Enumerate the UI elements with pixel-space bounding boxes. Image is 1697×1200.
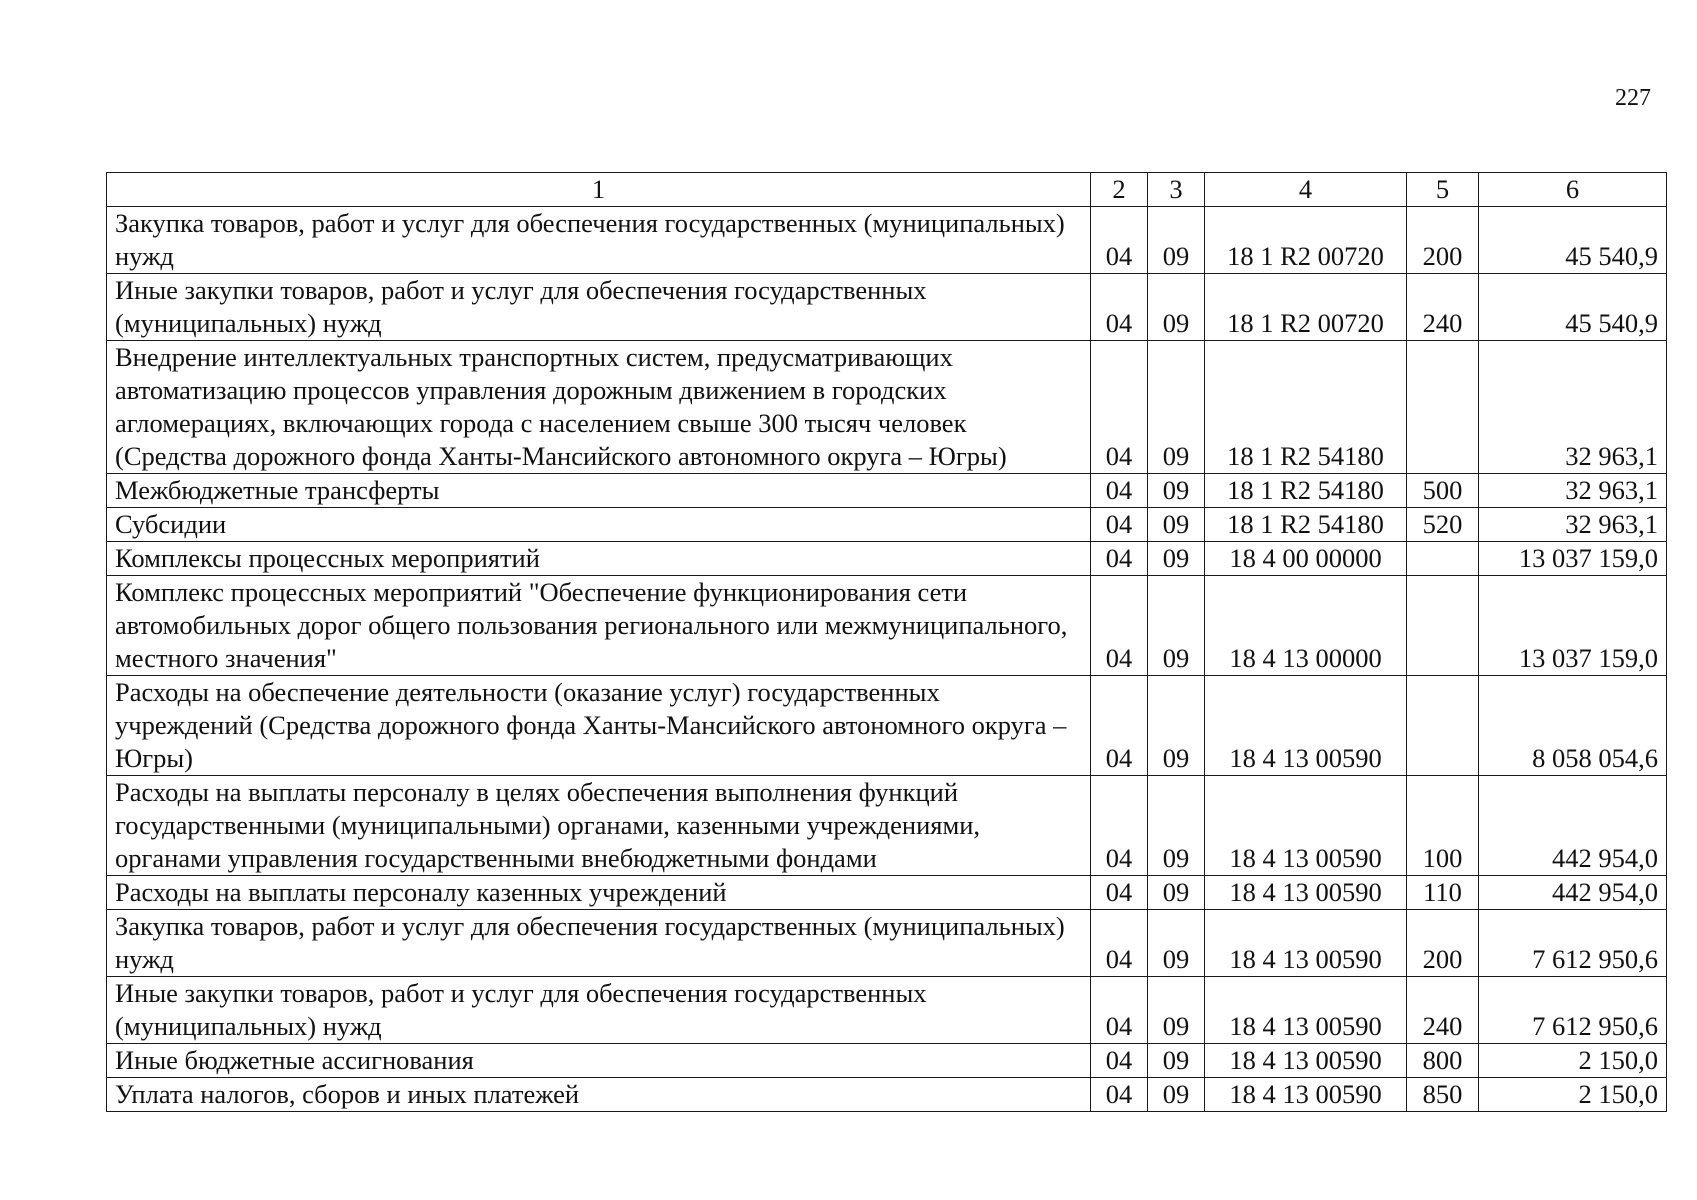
row-expense-type: 520 bbox=[1407, 508, 1479, 542]
table-row bbox=[107, 977, 1667, 1044]
row-description: Иные закупки товаров, работ и услуг для обеспечения государственных (муниципальных) нужд bbox=[107, 977, 1091, 1044]
row-subsection: 09 bbox=[1148, 207, 1205, 274]
row-target-article: 18 1 R2 54180 bbox=[1205, 508, 1407, 542]
row-expense-type bbox=[1407, 341, 1479, 474]
table-row bbox=[107, 542, 1667, 576]
table-row bbox=[107, 1078, 1667, 1112]
row-target-article: 18 1 R2 00720 bbox=[1205, 274, 1407, 341]
row-expense-type: 200 bbox=[1407, 207, 1479, 274]
table-row bbox=[107, 876, 1667, 910]
row-section: 04 bbox=[1091, 910, 1148, 977]
row-subsection: 09 bbox=[1148, 977, 1205, 1044]
row-subsection: 09 bbox=[1148, 876, 1205, 910]
row-amount: 2 150,0 bbox=[1479, 1078, 1667, 1112]
column-header-target-article: 4 bbox=[1205, 173, 1407, 207]
row-target-article: 18 4 00 00000 bbox=[1205, 542, 1407, 576]
row-amount: 45 540,9 bbox=[1479, 207, 1667, 274]
row-section: 04 bbox=[1091, 1078, 1148, 1112]
row-amount: 32 963,1 bbox=[1479, 508, 1667, 542]
table-row bbox=[107, 274, 1667, 341]
table-row bbox=[107, 207, 1667, 274]
row-expense-type bbox=[1407, 676, 1479, 776]
row-target-article: 18 4 13 00590 bbox=[1205, 1044, 1407, 1078]
table-body bbox=[107, 207, 1667, 1112]
row-section: 04 bbox=[1091, 576, 1148, 676]
row-target-article: 18 4 13 00590 bbox=[1205, 1078, 1407, 1112]
row-target-article: 18 4 13 00590 bbox=[1205, 977, 1407, 1044]
column-header-section: 2 bbox=[1091, 173, 1148, 207]
row-description: Расходы на выплаты персоналу казенных учреждений bbox=[107, 876, 1091, 910]
row-description: Комплексы процессных мероприятий bbox=[107, 542, 1091, 576]
row-amount: 13 037 159,0 bbox=[1479, 542, 1667, 576]
row-target-article: 18 4 13 00590 bbox=[1205, 876, 1407, 910]
row-expense-type: 100 bbox=[1407, 776, 1479, 876]
row-target-article: 18 4 13 00000 bbox=[1205, 576, 1407, 676]
column-header-amount: 6 bbox=[1479, 173, 1667, 207]
row-target-article: 18 4 13 00590 bbox=[1205, 676, 1407, 776]
table-row bbox=[107, 576, 1667, 676]
row-amount: 32 963,1 bbox=[1479, 474, 1667, 508]
table-row bbox=[107, 776, 1667, 876]
row-description: Уплата налогов, сборов и иных платежей bbox=[107, 1078, 1091, 1112]
row-section: 04 bbox=[1091, 508, 1148, 542]
row-section: 04 bbox=[1091, 341, 1148, 474]
row-subsection: 09 bbox=[1148, 542, 1205, 576]
row-subsection: 09 bbox=[1148, 508, 1205, 542]
row-subsection: 09 bbox=[1148, 1078, 1205, 1112]
table-row bbox=[107, 1044, 1667, 1078]
row-section: 04 bbox=[1091, 207, 1148, 274]
row-expense-type: 240 bbox=[1407, 274, 1479, 341]
page-number: 227 bbox=[1615, 85, 1651, 111]
row-subsection: 09 bbox=[1148, 676, 1205, 776]
row-amount: 442 954,0 bbox=[1479, 776, 1667, 876]
row-expense-type: 240 bbox=[1407, 977, 1479, 1044]
row-target-article: 18 4 13 00590 bbox=[1205, 776, 1407, 876]
row-subsection: 09 bbox=[1148, 274, 1205, 341]
row-amount: 2 150,0 bbox=[1479, 1044, 1667, 1078]
row-target-article: 18 4 13 00590 bbox=[1205, 910, 1407, 977]
row-description: Иные закупки товаров, работ и услуг для обеспечения государственных (муниципальных) нужд bbox=[107, 274, 1091, 341]
row-amount: 13 037 159,0 bbox=[1479, 576, 1667, 676]
table-row bbox=[107, 474, 1667, 508]
row-expense-type: 800 bbox=[1407, 1044, 1479, 1078]
row-description: Закупка товаров, работ и услуг для обеспечения государственных (муниципальных) нужд bbox=[107, 910, 1091, 977]
row-target-article: 18 1 R2 00720 bbox=[1205, 207, 1407, 274]
row-section: 04 bbox=[1091, 776, 1148, 876]
row-subsection: 09 bbox=[1148, 576, 1205, 676]
row-description: Закупка товаров, работ и услуг для обеспечения государственных (муниципальных) нужд bbox=[107, 207, 1091, 274]
row-expense-type bbox=[1407, 542, 1479, 576]
row-subsection: 09 bbox=[1148, 1044, 1205, 1078]
table-row bbox=[107, 508, 1667, 542]
row-description: Расходы на обеспечение деятельности (оказание услуг) государственных учреждений (Средства дорожного фонда Ханты-Мансийского автономного округа – Югры) bbox=[107, 676, 1091, 776]
budget-table bbox=[106, 172, 1667, 1112]
row-amount: 7 612 950,6 bbox=[1479, 910, 1667, 977]
row-subsection: 09 bbox=[1148, 776, 1205, 876]
row-description: Расходы на выплаты персоналу в целях обеспечения выполнения функций государственными (муниципальными) органами, казенными учреждениями, органами управления государственными внебюджетными фондами bbox=[107, 776, 1091, 876]
table-row bbox=[107, 676, 1667, 776]
row-subsection: 09 bbox=[1148, 910, 1205, 977]
column-header-expense-type: 5 bbox=[1407, 173, 1479, 207]
row-target-article: 18 1 R2 54180 bbox=[1205, 341, 1407, 474]
row-section: 04 bbox=[1091, 474, 1148, 508]
row-amount: 7 612 950,6 bbox=[1479, 977, 1667, 1044]
row-amount: 442 954,0 bbox=[1479, 876, 1667, 910]
row-section: 04 bbox=[1091, 676, 1148, 776]
table-row bbox=[107, 341, 1667, 474]
row-section: 04 bbox=[1091, 542, 1148, 576]
row-description: Субсидии bbox=[107, 508, 1091, 542]
row-section: 04 bbox=[1091, 274, 1148, 341]
column-header-subsection: 3 bbox=[1148, 173, 1205, 207]
row-amount: 32 963,1 bbox=[1479, 341, 1667, 474]
header-row bbox=[107, 173, 1667, 207]
row-expense-type: 110 bbox=[1407, 876, 1479, 910]
row-section: 04 bbox=[1091, 1044, 1148, 1078]
row-amount: 45 540,9 bbox=[1479, 274, 1667, 341]
row-description: Межбюджетные трансферты bbox=[107, 474, 1091, 508]
row-expense-type: 850 bbox=[1407, 1078, 1479, 1112]
row-description: Иные бюджетные ассигнования bbox=[107, 1044, 1091, 1078]
row-target-article: 18 1 R2 54180 bbox=[1205, 474, 1407, 508]
row-expense-type bbox=[1407, 576, 1479, 676]
row-section: 04 bbox=[1091, 876, 1148, 910]
row-expense-type: 200 bbox=[1407, 910, 1479, 977]
row-description: Внедрение интеллектуальных транспортных систем, предусматривающих автоматизацию процессов управления дорожным движением в городских агломерациях, включающих города с населением свыше 300 тысяч человек (Средства дорожного фонда Ханты-Мансийского автономного округа – Югры) bbox=[107, 341, 1091, 474]
table-header bbox=[107, 173, 1667, 207]
row-description: Комплекс процессных мероприятий "Обеспечение функционирования сети автомобильных дорог общего пользования регионального или межмуниципального, местного значения" bbox=[107, 576, 1091, 676]
column-header-description: 1 bbox=[107, 173, 1091, 207]
row-subsection: 09 bbox=[1148, 474, 1205, 508]
table-row bbox=[107, 910, 1667, 977]
row-expense-type: 500 bbox=[1407, 474, 1479, 508]
row-subsection: 09 bbox=[1148, 341, 1205, 474]
row-amount: 8 058 054,6 bbox=[1479, 676, 1667, 776]
row-section: 04 bbox=[1091, 977, 1148, 1044]
